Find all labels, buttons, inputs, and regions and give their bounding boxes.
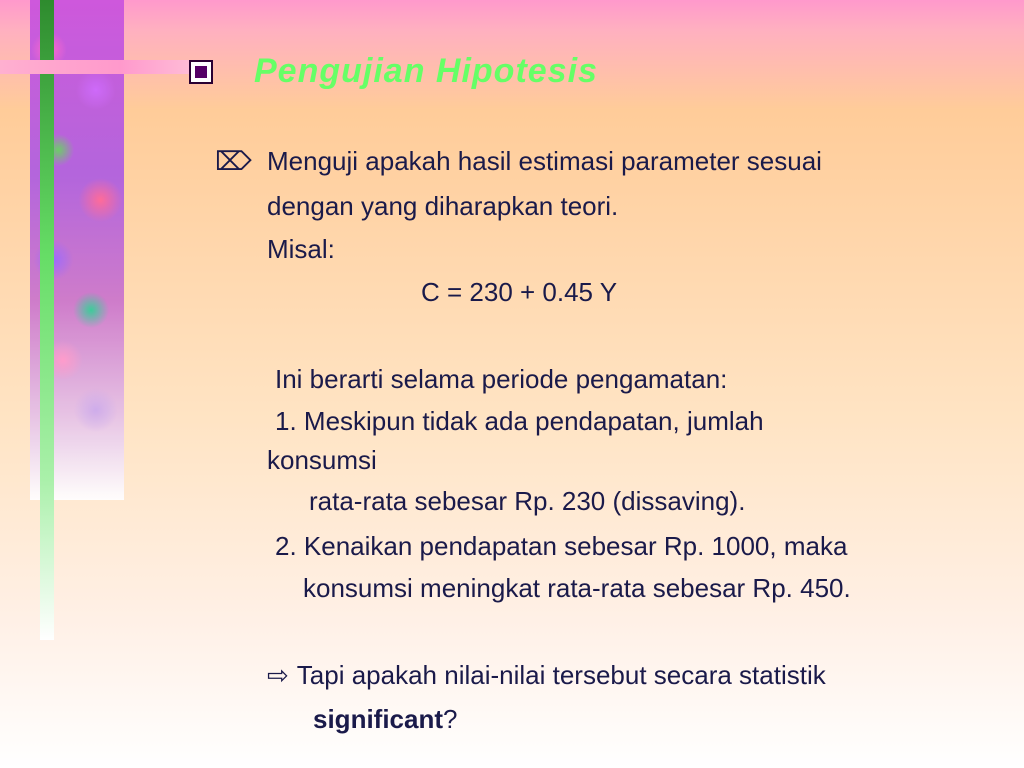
right-arrow-icon: ⇨ [267,660,289,690]
significant-word: significant [313,704,444,734]
list-item-1-line-a: 1. Meskipun tidak ada pendapatan, jumlah [275,406,764,436]
question-text: Tapi apakah nilai-nilai tersebut secara statistik [296,660,826,690]
question-mark: ? [443,704,458,734]
body-line-5: Ini berarti selama periode pengamatan: [275,364,728,394]
list-item-1-line-b: konsumsi [267,445,377,475]
list-item-2-line-b: konsumsi meningkat rata-rata sebesar Rp. 450. [303,573,851,603]
list-item-2-line-a: 2. Kenaikan pendapatan sebesar Rp. 1000, maka [275,531,848,561]
slide-title: Pengujian Hipotesis [254,52,598,90]
list-item-1-line-c: rata-rata sebesar Rp. 230 (dissaving). [309,486,746,516]
body-line-1: Menguji apakah hasil estimasi parameter sesuai [267,146,822,176]
body-line-3: Misal: [267,234,335,264]
equation: C = 230 + 0.45 Y [421,277,618,307]
question-line-2 [313,704,457,735]
question-line [267,660,826,691]
crossed-arrow-icon: ⌦ [215,146,252,176]
body-line-2: dengan yang diharapkan teori. [267,191,619,221]
